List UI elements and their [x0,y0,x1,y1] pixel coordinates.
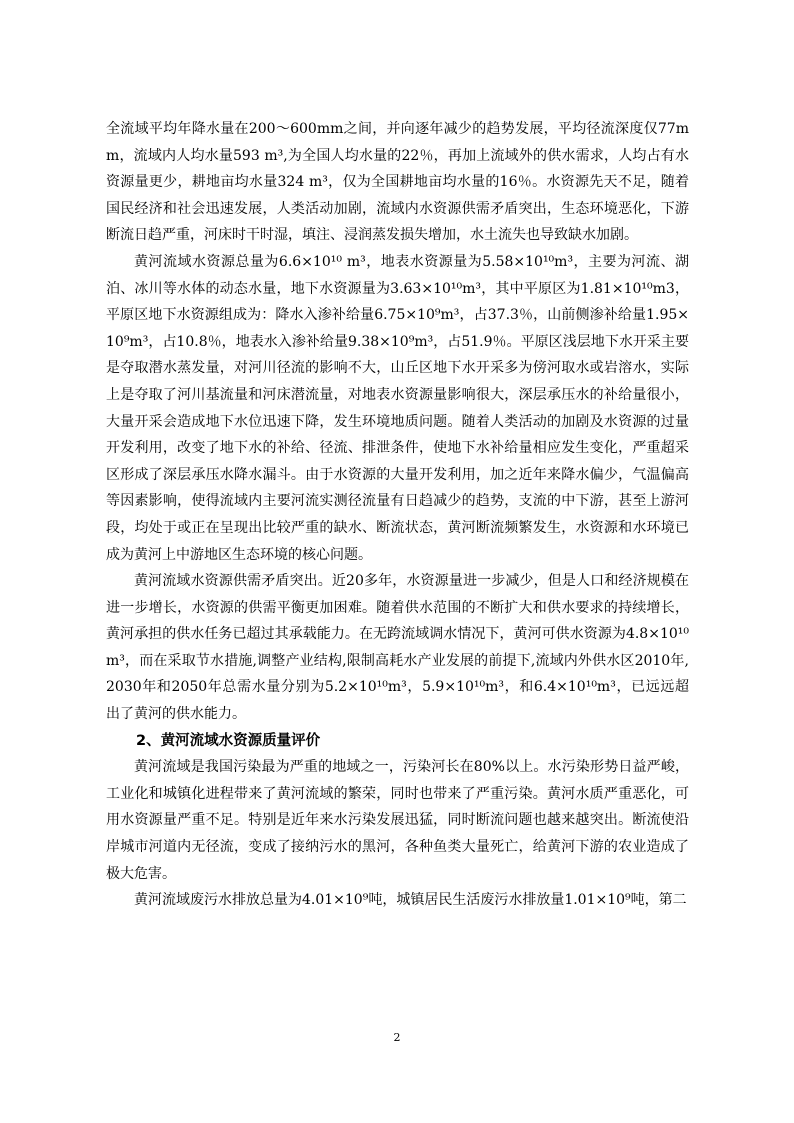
paragraph-supply-demand: 黄河流域水资源供需矛盾突出。近20多年，水资源量进一步减少，但是人口和经济规模在进一步增长，水资源的供需平衡更加困难。随着供水范围的不断扩大和供水要求的持续增长，黄河承担的供水任务已超过其承载能力。在无跨流域调水情况下，黄河可供水资源为4.8×10¹⁰m³，而在采取节水措施,调整产业结构,限制高耗水产业发展的前提下,流域内外供水区2010年,2030年和2050年总需水量分别为5.2×10¹⁰m³，5.9×10¹⁰m³，和6.4×10¹⁰m³，已远远超出了黄河的供水能力。 [106,573,689,723]
paragraph-water-resources-total: 黄河流域水资源总量为6.6×10¹⁰ m³，地表水资源量为5.58×10¹⁰m³，主要为河流、湖泊、冰川等水体的动态水量，地下水资源量为3.63×10¹⁰m³，其中平原区为1.81×10¹⁰m3，平原区地下水资源组成为：降水入渗补给量6.75×10⁹m³，占37.3％，山前侧渗补给量1.95×10⁹m³，占10.8％，地表水入渗补给量9.38×10⁹m³，占51.9％。平原区浅层地下水开采主要是夺取潜水蒸发量，对河川径流的影响不大，山丘区地下水开采多为傍河取水或岩溶水，实际上是夺取了河川基流量和河床潜流量，对地表水资源量影响很大，深层承压水的补给量很小，大量开采会造成地下水位迅速下降，发生环境地质问题。随着人类活动的加剧及水资源的过量开发利用，改变了地下水的补给、径流、排泄条件，使地下水补给量相应发生变化，严重超采区形成了深层承压水降水漏斗。由于水资源的大量开发利用，加之近年来降水偏少，气温偏高等因素影响，使得流域内主要河流实测径流量有日趋减少的趋势，支流的中下游，甚至上游河段，均处于或正在呈现出比较严重的缺水、断流状态，黄河断流频繁发生，水资源和水环境已成为黄河上中游地区生态环境的核心问题。 [106,253,689,563]
section-heading: 2、黄河流域水资源质量评价 [136,732,321,749]
paragraph-rainfall: 全流域平均年降水量在200～600mm之间，并向逐年减少的趋势发展，平均径流深度仅77mm，流域内人均水量593 m³,为全国人均水量的22％，再加上流域外的供水需求，人均占有水资源量更少，耕地亩均水量324 m³，仅为全国耕地亩均水量的16％。水资源先天不足，随着国民经济和社会迅速发展，人类活动加剧，流域内水资源供需矛盾突出，生态环境恶化，下游断流日趋严重，河床时干时湿，填注、浸润蒸发损失增加，水土流失也导致缺水加剧。 [106,121,689,244]
document-body [106,116,689,914]
paragraph-pollution: 黄河流域是我国污染最为严重的地域之一，污染河长在80%以上。水污染形势日益严峻，工业化和城镇化进程带来了黄河流域的繁荣，同时也带来了严重污染。黄河水质严重恶化，可用水资源量严重不足。特别是近年来水污染发展迅猛，同时断流问题也越来越突出。断流使沿岸城市河道内无径流，变成了接纳污水的黑河，各种鱼类大量死亡，给黄河下游的农业造成了极大危害。 [106,759,689,882]
paragraph-wastewater: 黄河流域废污水排放总量为4.01×10⁹吨，城镇居民生活废污水排放量1.01×10⁹吨，第二 [134,892,687,909]
page-number: 2 [393,1031,401,1044]
